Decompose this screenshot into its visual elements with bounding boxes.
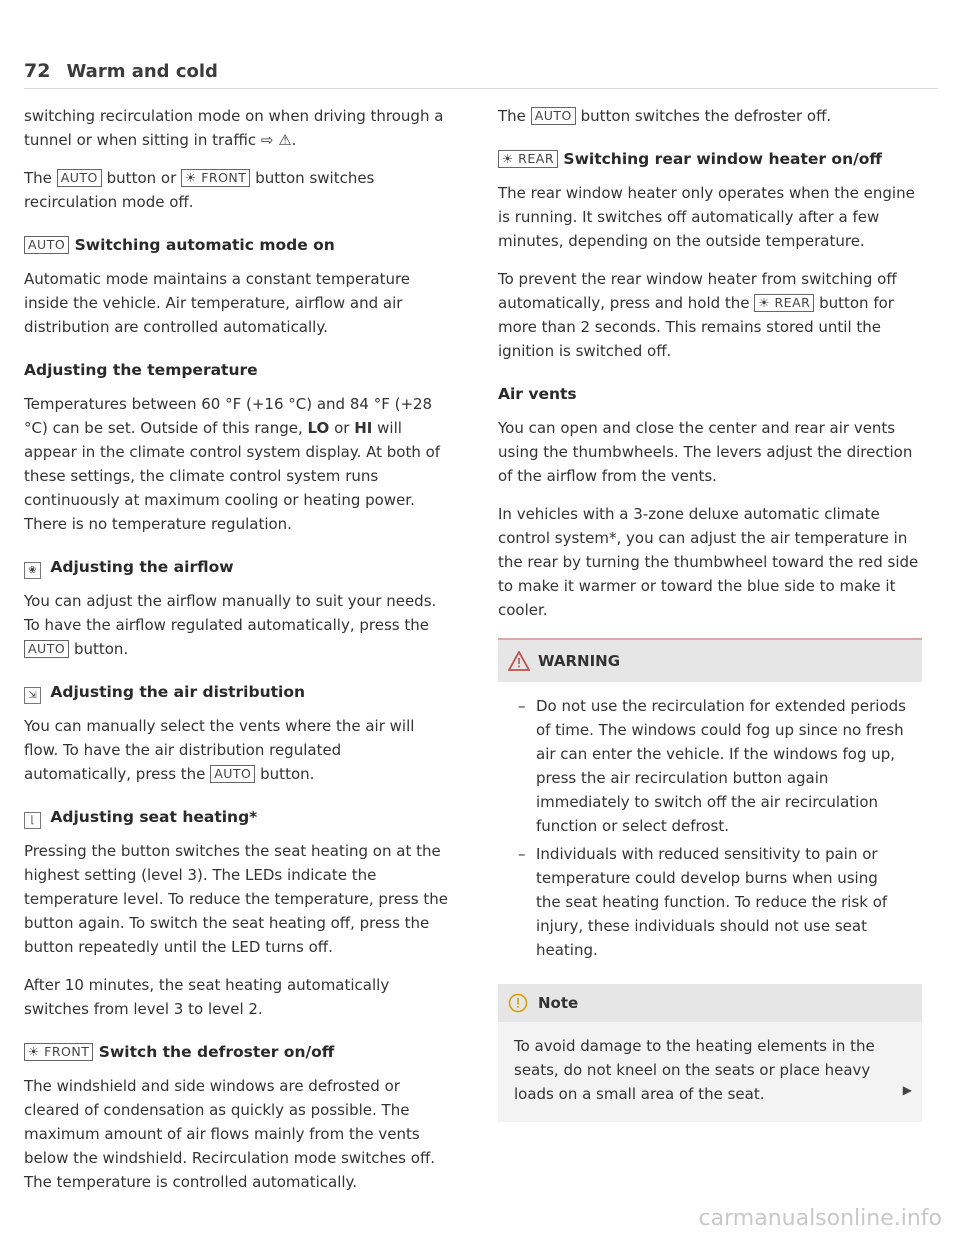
heading-seat-heating	[24, 806, 448, 829]
warning-body	[498, 682, 922, 974]
heading-text: Adjusting the airflow	[50, 558, 234, 576]
paragraph: After 10 minutes, the seat heating automatically switches from level 3 to level 2.	[24, 976, 390, 1018]
paragraph: The windshield and side windows are defrosted or cleared of condensation as quickly as possible. The maximum amount of air flows mainly from the vents below the windshield. Recirculation mode switches off. The temperature is controlled automatically.	[24, 1077, 436, 1191]
paragraph: The rear window heater only operates when the engine is running. It switches off automatically after a few minutes, depending on the outside temperature.	[498, 184, 915, 250]
heading-rear-heater	[498, 148, 922, 171]
auto-button-label: AUTO	[57, 169, 102, 187]
note-text: To avoid damage to the heating elements in the seats, do not kneel on the seats or place heavy loads on a small area of the seat.	[514, 1037, 875, 1103]
paragraph: You can open and close the center and rear air vents using the thumbwheels. The levers adjust the direction of the airflow from the vents.	[498, 419, 913, 485]
text: or	[334, 419, 350, 437]
list-item: – Do not use the recirculation for extended periods of time. The windows could fog up since no fresh air can enter the vehicle. If the windows fog up, press the air recirculation button again immediately to switch off the air recirculation function or select defrost.	[514, 694, 906, 838]
text: button or	[106, 169, 177, 187]
note-box	[498, 984, 922, 1122]
paragraph: Pressing the button switches the seat heating on at the highest setting (level 3). The LEDs indicate the temperature level. To reduce the temperature, press the button again. To switch the seat heating off, press the button repeatedly until the LED turns off.	[24, 842, 448, 956]
heading-auto	[24, 234, 448, 257]
auto-button-label: AUTO	[531, 107, 576, 125]
heading-airflow	[24, 556, 448, 579]
heading-text: Switching rear window heater on/off	[563, 150, 882, 168]
page-number: 72	[24, 60, 51, 82]
note-title: Note	[538, 994, 579, 1012]
text: button.	[260, 765, 315, 783]
note-header	[498, 984, 922, 1022]
paragraph	[24, 589, 448, 661]
text: button.	[73, 640, 129, 658]
heading-defroster	[24, 1041, 448, 1064]
heading-text: Adjusting the air distribution	[50, 683, 306, 701]
auto-button-label: AUTO	[24, 640, 69, 658]
section-title: Warm and cold	[66, 61, 218, 82]
text: You can adjust the airflow manually to suit your needs. To have the airflow regulated automatically, press the	[24, 592, 437, 634]
front-button-label: ☀ FRONT	[181, 169, 250, 187]
paragraph: Automatic mode maintains a constant temperature inside the vehicle. Air temperature, airflow and air distribution are controlled automatically.	[24, 270, 411, 336]
text: Temperatures between 60 °F (+16 °C) and 84 °F (+28 °C) can be set. Outside of this range,	[24, 395, 433, 437]
page-header	[24, 60, 938, 89]
auto-button-label: AUTO	[24, 236, 69, 254]
text: button for more than 2 seconds. This remains stored until the ignition is switched off.	[498, 294, 894, 360]
text: The	[498, 107, 526, 125]
air-distribution-icon: ⇲	[24, 687, 41, 704]
paragraph	[498, 267, 922, 363]
paragraph: switching recirculation mode on when driving through a tunnel or when sitting in traffic ⇨ ⚠.	[24, 107, 444, 149]
watermark: carmanualsonline.info	[698, 1206, 942, 1231]
text: The	[24, 169, 52, 187]
text: button switches the defroster off.	[580, 107, 832, 125]
paragraph	[24, 714, 448, 786]
warning-triangle-icon	[508, 651, 530, 671]
heading-air-vents: Air vents	[498, 385, 577, 403]
fan-icon: ❀	[24, 562, 41, 579]
text: You can manually select the vents where the air will flow. To have the air distribution regulated automatically, press the	[24, 717, 415, 783]
list-item: – Individuals with reduced sensitivity to pain or temperature could develop burns when using the seat heating function. To reduce the risk of injury, these individuals should not use seat heating.	[514, 842, 906, 962]
heading-air-distribution	[24, 681, 448, 704]
text: To prevent the rear window heater from switching off automatically, press and hold the	[498, 270, 897, 312]
note-body	[498, 1022, 922, 1122]
seat-heating-icon: ⌊	[24, 812, 41, 829]
auto-button-label: AUTO	[210, 765, 255, 783]
heading-text: Switch the defroster on/off	[98, 1043, 335, 1061]
warning-box	[498, 638, 922, 974]
heading-text: Adjusting seat heating*	[50, 808, 258, 826]
heading-temperature: Adjusting the temperature	[24, 361, 258, 379]
heading-text: Switching automatic mode on	[74, 236, 335, 254]
paragraph	[24, 392, 448, 536]
rear-button-label: ☀ REAR	[498, 150, 558, 168]
warning-header	[498, 640, 922, 682]
text: will appear in the climate control system display. At both of these settings, the climate control system runs continuously at maximum cooling or heating power. There is no temperature regulation.	[24, 419, 441, 533]
paragraph: In vehicles with a 3-zone deluxe automatic climate control system*, you can adjust the air temperature in the rear by turning the thumbwheel toward the red side to make it warmer or toward the blue side to make it cooler.	[498, 505, 919, 619]
hi-label: HI	[354, 419, 373, 437]
left-column	[24, 104, 448, 1208]
paragraph	[24, 166, 448, 214]
front-button-label: ☀ FRONT	[24, 1043, 93, 1061]
right-column	[498, 104, 922, 1122]
info-circle-icon	[508, 993, 528, 1013]
rear-button-label: ☀ REAR	[754, 294, 814, 312]
lo-label: LO	[307, 419, 330, 437]
warning-title: WARNING	[538, 652, 621, 670]
text: button switches recirculation mode off.	[24, 169, 375, 211]
continue-arrow-icon: ▶	[902, 1083, 912, 1097]
paragraph	[498, 104, 922, 128]
